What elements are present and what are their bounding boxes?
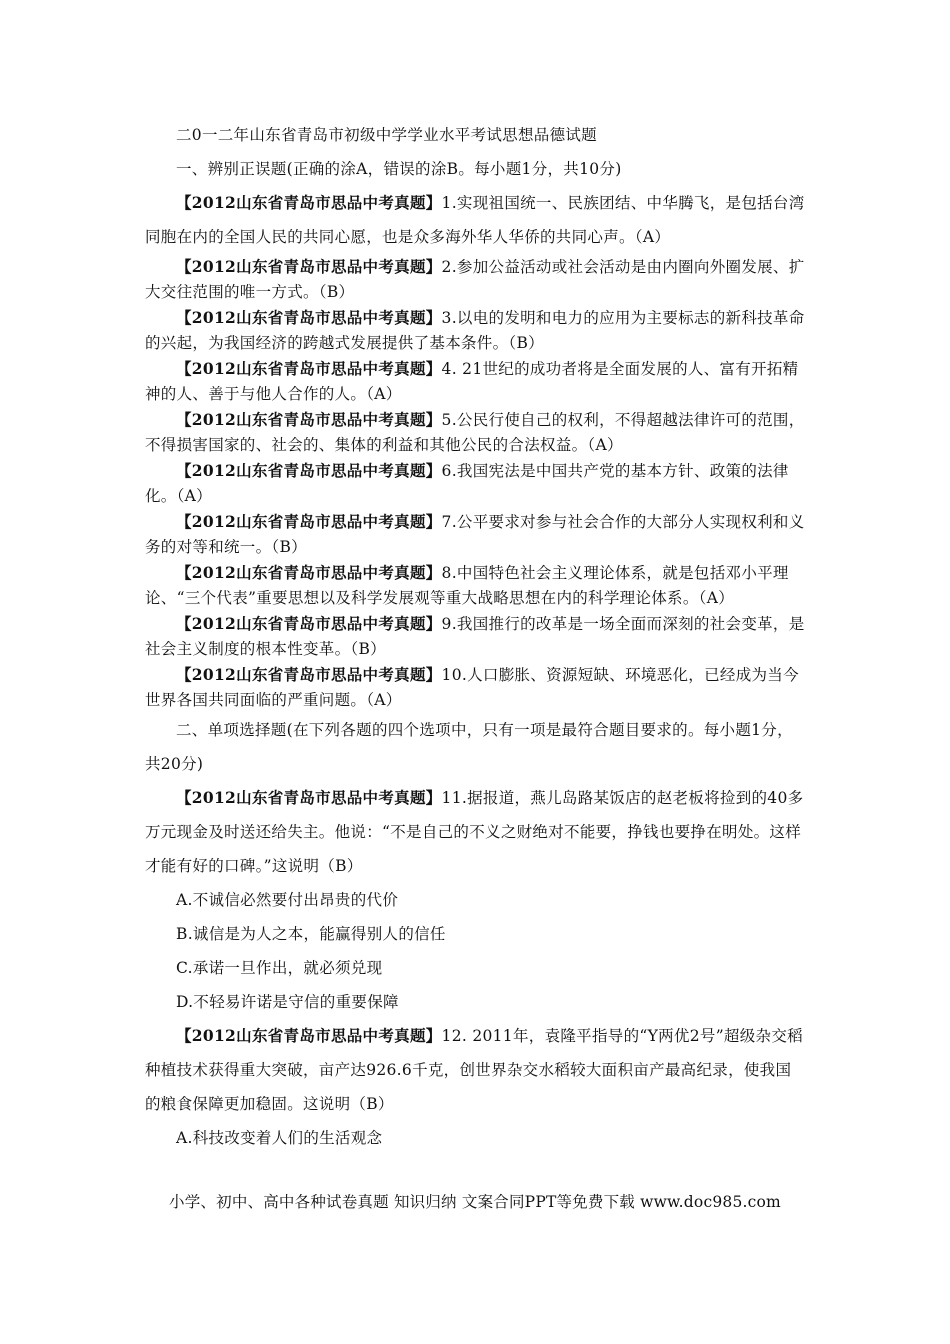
section-heading-2: 二、单项选择题(在下列各题的四个选项中，只有一项是最符合题目要求的。每小题1分，共20分) xyxy=(145,721,793,773)
question-6 xyxy=(145,458,807,509)
question-source-tag: 【2012山东省青岛市思品中考真题】 xyxy=(176,410,442,429)
question-text: 8.中国特色社会主义理论体系，就是包括邓小平理论、“三个代表”重要思想以及科学发展观等重大战略思想在内的科学理论体系。（A） xyxy=(145,564,789,607)
option-d: D.不轻易许诺是守信的重要保障 xyxy=(176,993,399,1011)
question-10 xyxy=(145,662,807,713)
question-4 xyxy=(145,356,807,407)
question-5 xyxy=(145,407,807,458)
question-11 xyxy=(145,781,807,883)
page-footer: 小学、初中、高中各种试卷真题 知识归纳 文案合同PPT等免费下载 www.doc985.com xyxy=(169,1193,781,1211)
document-body xyxy=(145,118,807,1155)
option-b: B.诚信是为人之本，能赢得别人的信任 xyxy=(176,925,446,943)
option-a: A.科技改变着人们的生活观念 xyxy=(176,1129,383,1147)
question-12 xyxy=(145,1019,807,1121)
question-text: 5.公民行使自己的权利，不得超越法律许可的范围，不得损害国家的、社会的、集体的利益和其他公民的合法权益。（A） xyxy=(145,411,805,454)
question-text: 1.实现祖国统一、民族团结、中华腾飞，是包括台湾同胞在内的全国人民的共同心愿，也是众多海外华人华侨的共同心声。（A） xyxy=(145,194,805,246)
question-1 xyxy=(145,186,807,254)
question-source-tag: 【2012山东省青岛市思品中考真题】 xyxy=(176,512,442,531)
question-3 xyxy=(145,305,807,356)
option-c: C.承诺一旦作出，就必须兑现 xyxy=(176,959,383,977)
question-text: 10.人口膨胀、资源短缺、环境恶化，已经成为当今世界各国共同面临的严重问题。（A） xyxy=(145,666,799,709)
question-source-tag: 【2012山东省青岛市思品中考真题】 xyxy=(176,563,442,582)
question-source-tag: 【2012山东省青岛市思品中考真题】 xyxy=(176,788,442,807)
question-8 xyxy=(145,560,807,611)
question-text: 11.据报道，燕儿岛路某饭店的赵老板将捡到的40多万元现金及时送还给失主。他说：“不是自己的不义之财绝对不能要，挣钱也要挣在明处。这样才能有好的口碑。”这说明（B） xyxy=(145,789,804,875)
question-source-tag: 【2012山东省青岛市思品中考真题】 xyxy=(176,1026,442,1045)
question-source-tag: 【2012山东省青岛市思品中考真题】 xyxy=(176,614,442,633)
question-source-tag: 【2012山东省青岛市思品中考真题】 xyxy=(176,359,442,378)
question-7 xyxy=(145,509,807,560)
question-source-tag: 【2012山东省青岛市思品中考真题】 xyxy=(176,308,442,327)
question-9 xyxy=(145,611,807,662)
question-text: 3.以电的发明和电力的应用为主要标志的新科技革命的兴起，为我国经济的跨越式发展提供了基本条件。（B） xyxy=(145,309,805,352)
question-text: 4. 21世纪的成功者将是全面发展的人、富有开拓精神的人、善于与他人合作的人。（A） xyxy=(145,360,799,403)
question-text: 7.公平要求对参与社会合作的大部分人实现权利和义务的对等和统一。（B） xyxy=(145,513,805,556)
exam-title: 二0一二年山东省青岛市初级中学学业水平考试思想品德试题 xyxy=(176,126,597,144)
question-source-tag: 【2012山东省青岛市思品中考真题】 xyxy=(176,257,442,276)
question-text: 12. 2011年，袁隆平指导的“Y两优2号”超级杂交稻种植技术获得重大突破，亩产达926.6千克，创世界杂交水稻较大面积亩产最高纪录，使我国的粮食保障更加稳固。这说明（B） xyxy=(145,1027,803,1113)
section-heading-1: 一、辨别正误题(正确的涂A，错误的涂B。每小题1分，共10分) xyxy=(176,160,622,178)
question-2 xyxy=(145,254,807,305)
question-text: 9.我国推行的改革是一场全面而深刻的社会变革，是社会主义制度的根本性变革。（B） xyxy=(145,615,805,658)
question-source-tag: 【2012山东省青岛市思品中考真题】 xyxy=(176,461,442,480)
option-a: A.不诚信必然要付出昂贵的代价 xyxy=(176,891,399,909)
question-text: 2.参加公益活动或社会活动是由内圈向外圈发展、扩大交往范围的唯一方式。（B） xyxy=(145,258,805,301)
question-source-tag: 【2012山东省青岛市思品中考真题】 xyxy=(176,665,442,684)
question-source-tag: 【2012山东省青岛市思品中考真题】 xyxy=(176,193,442,212)
question-text: 6.我国宪法是中国共产党的基本方针、政策的法律化。（A） xyxy=(145,462,789,505)
